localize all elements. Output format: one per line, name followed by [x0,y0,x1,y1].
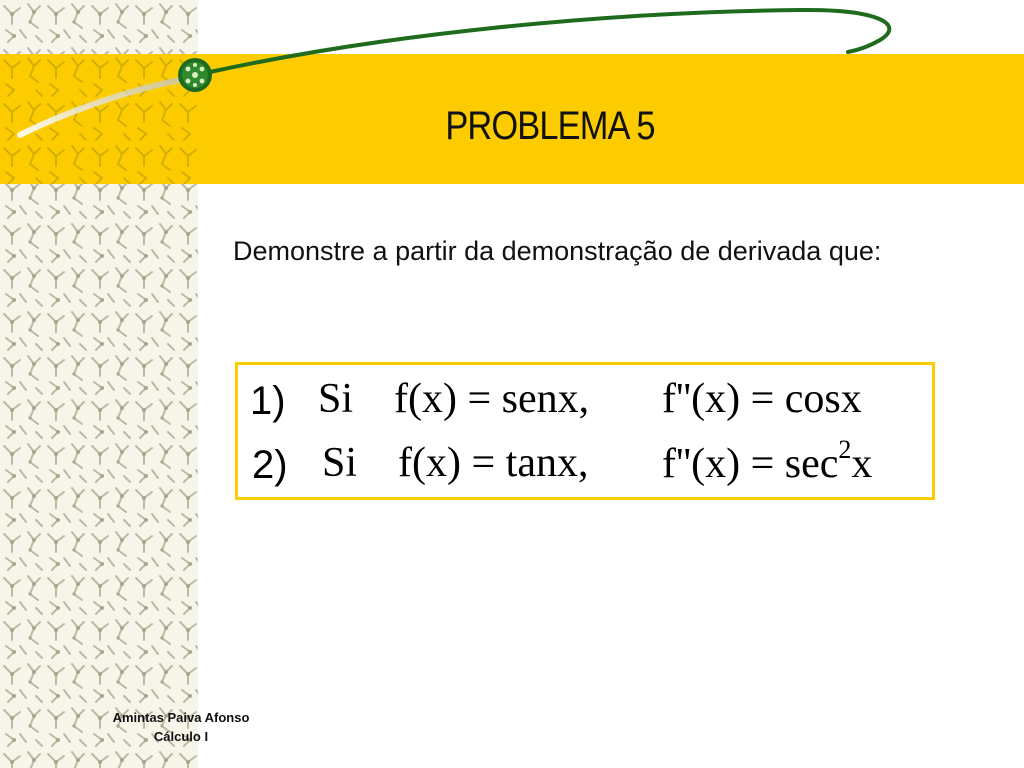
formula-si: Si [322,440,358,486]
footer-course: Cálculo I [153,729,209,744]
formula-rhs-tail: x [851,441,873,487]
formula-rhs-base: f''(x) = sec [662,441,839,487]
formula-rhs [662,435,873,488]
footer-author: Amintas Paiva Afonso [112,710,250,725]
formula-si: Si [318,376,354,422]
formula-number: 1) [250,379,286,423]
formula-lhs: f(x) = senx, [394,376,590,422]
slide-title: PROBLEMA 5 [445,104,655,148]
slide-footer [96,708,266,746]
formula-number: 2) [252,443,288,487]
title-band-pattern [0,54,198,184]
body-text: Demonstre a partir da demonstração de derivada que: [233,236,882,266]
formula-exponent: 2 [838,435,852,464]
formula-lhs: f(x) = tanx, [398,440,589,486]
formula-box [235,362,935,500]
formula-rhs: f''(x) = cosx [662,376,862,422]
